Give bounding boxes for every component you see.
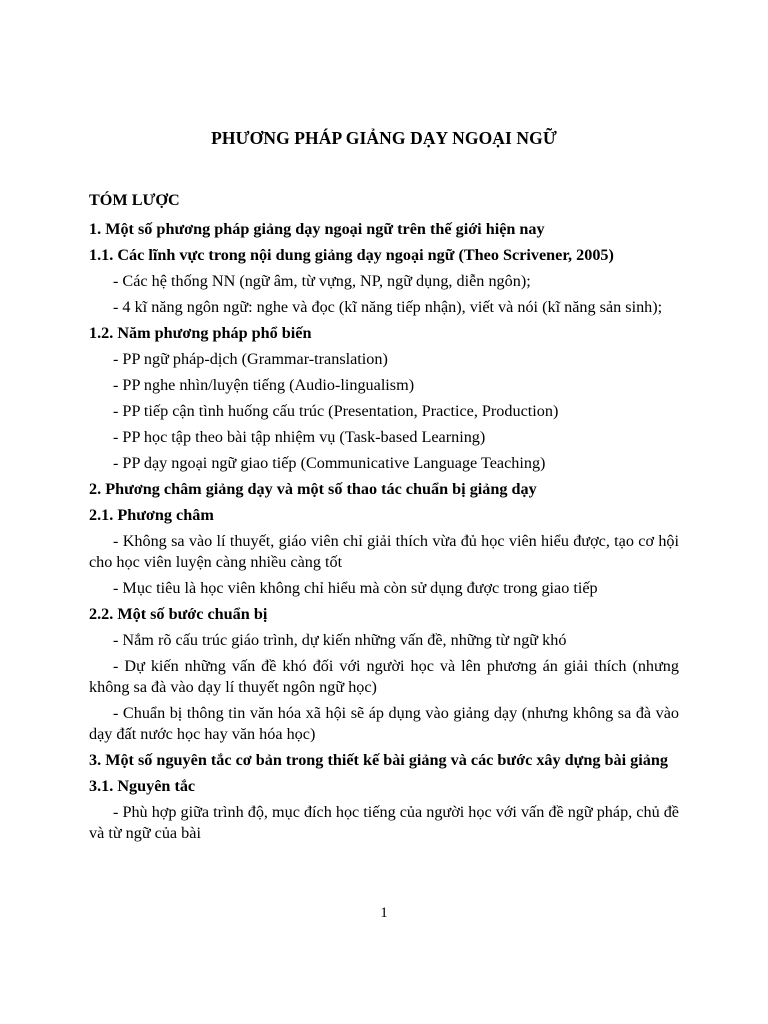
document-title: PHƯƠNG PHÁP GIẢNG DẠY NGOẠI NGỮ	[211, 128, 557, 148]
page-number: 1	[380, 905, 388, 921]
list-item: - 4 kĩ năng ngôn ngữ: nghe và đọc (kĩ năng tiếp nhận), viết và nói (kĩ năng sản sinh);	[113, 298, 663, 316]
subsection-heading: 2.2. Một số bước chuẩn bị	[89, 605, 268, 623]
list-item: - PP học tập theo bài tập nhiệm vụ (Task-based Learning)	[113, 428, 486, 446]
list-item: - Dự kiến những vấn đề khó đối với người học và lên phương án giải thích (nhưng không sa đà vào dạy lí thuyết ngôn ngữ học)	[89, 657, 679, 696]
list-item: - Mục tiêu là học viên không chỉ hiểu mà còn sử dụng được trong giao tiếp	[113, 579, 598, 597]
list-item: - Chuẩn bị thông tin văn hóa xã hội sẽ áp dụng vào giảng dạy (nhưng không sa đà vào dạy đất nước học hay văn hóa học)	[89, 704, 679, 743]
summary-heading: TÓM LƯỢC	[89, 191, 180, 209]
list-item: - PP ngữ pháp-dịch (Grammar-translation)	[113, 350, 388, 368]
list-item: - PP tiếp cận tình huống cấu trúc (Presentation, Practice, Production)	[113, 402, 559, 420]
section-heading: 2. Phương châm giảng dạy và một số thao tác chuẩn bị giảng dạy	[89, 480, 537, 498]
list-item: - PP nghe nhìn/luyện tiếng (Audio-lingualism)	[113, 376, 415, 394]
section-heading: 3. Một số nguyên tắc cơ bản trong thiết kế bài giảng và các bước xây dựng bài giảng	[89, 751, 668, 769]
list-item: - Không sa vào lí thuyết, giáo viên chỉ giải thích vừa đủ học viên hiểu được, tạo cơ hội cho học viên luyện càng nhiều càng tốt	[89, 532, 679, 571]
document-body	[89, 190, 679, 849]
list-item: - PP dạy ngoại ngữ giao tiếp (Communicative Language Teaching)	[113, 454, 546, 472]
subsection-heading: 3.1. Nguyên tắc	[89, 777, 196, 795]
list-item: - Các hệ thống NN (ngữ âm, từ vựng, NP, ngữ dụng, diễn ngôn);	[113, 272, 531, 290]
subsection-heading: 1.2. Năm phương pháp phổ biến	[89, 324, 312, 342]
subsection-heading: 2.1. Phương châm	[89, 506, 214, 524]
subsection-heading: 1.1. Các lĩnh vực trong nội dung giảng dạy ngoại ngữ (Theo Scrivener, 2005)	[89, 246, 614, 264]
list-item: - Phù hợp giữa trình độ, mục đích học tiếng của người học với vấn đề ngữ pháp, chủ đề và từ ngữ của bài	[89, 803, 679, 842]
section-heading: 1. Một số phương pháp giảng dạy ngoại ngữ trên thế giới hiện nay	[89, 220, 545, 238]
list-item: - Nắm rõ cấu trúc giáo trình, dự kiến những vấn đề, những từ ngữ khó	[113, 631, 567, 649]
